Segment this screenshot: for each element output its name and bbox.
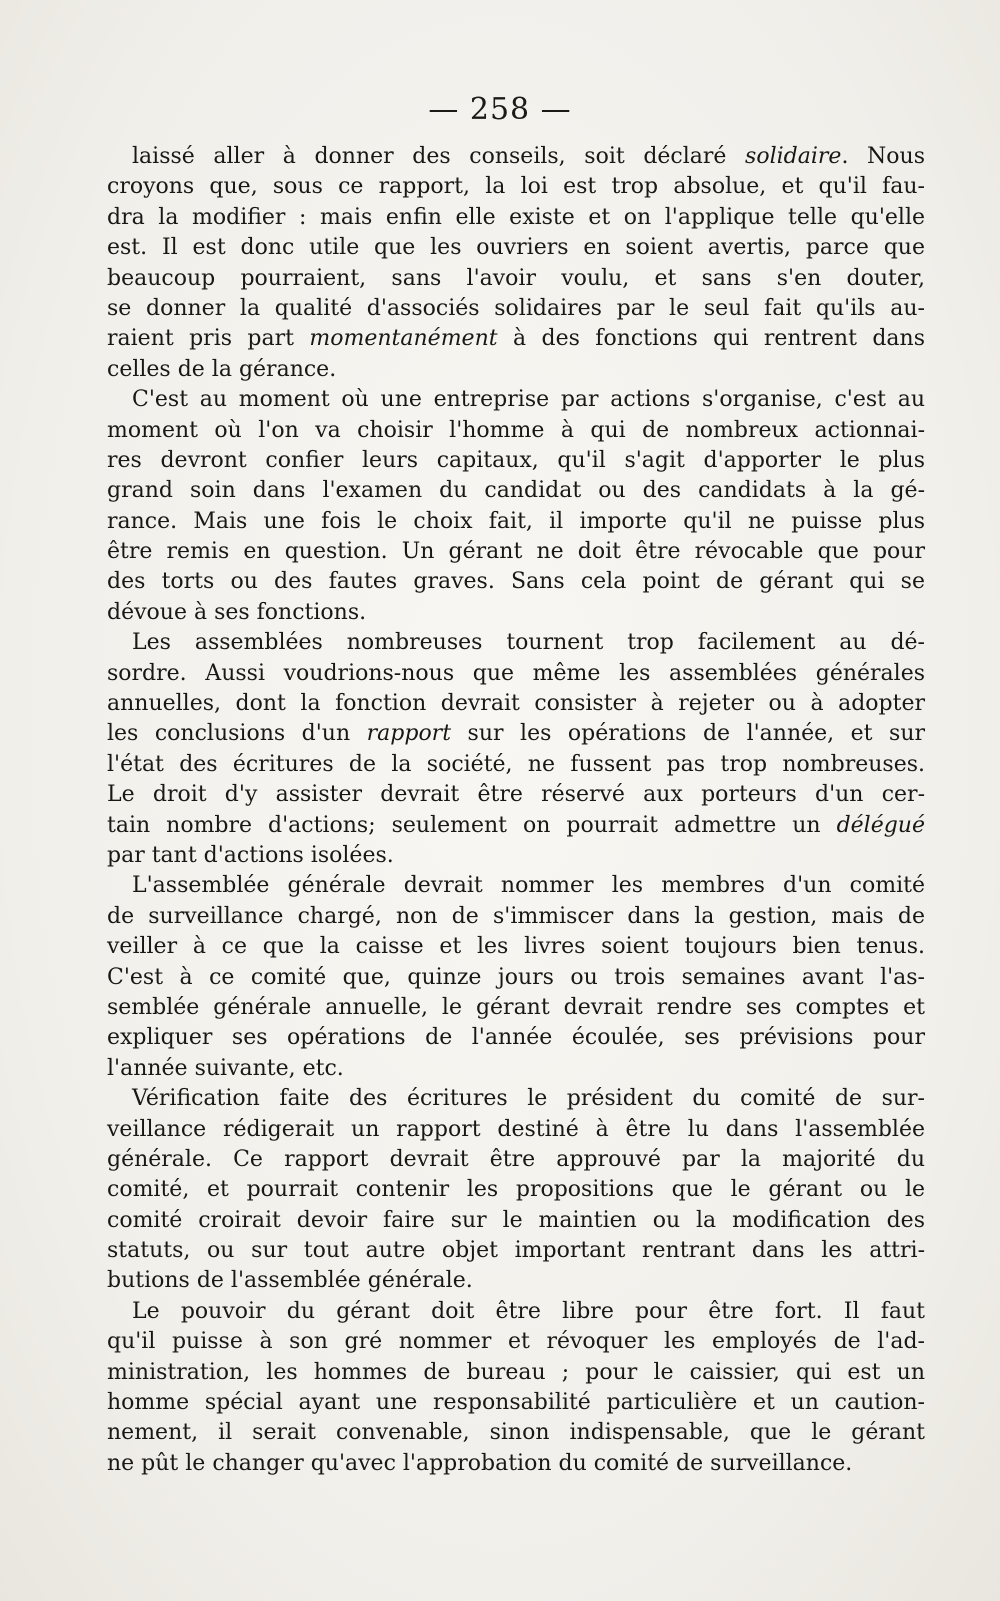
italic-text: solidaire	[745, 144, 842, 169]
paragraph	[107, 142, 925, 385]
text-run: comité croirait devoir faire sur le maintien ou la modification des	[107, 1207, 925, 1233]
text-line	[107, 1115, 925, 1145]
paragraph	[107, 871, 925, 1084]
text-line	[107, 203, 925, 233]
text-line	[107, 841, 925, 871]
text-line	[107, 537, 925, 567]
text-line	[107, 932, 925, 962]
text-run: . Nous	[841, 144, 925, 169]
text-run: raient pris part	[107, 326, 310, 352]
text-run: des torts ou des fautes graves. Sans cela point de gérant qui se	[107, 569, 925, 595]
text-line	[107, 567, 925, 597]
paragraph	[107, 628, 925, 871]
text-run: expliquer ses opérations de l'année écoulée, ses prévisions pour	[107, 1025, 925, 1051]
text-run: res devront confier leurs capitaux, qu'il s'agit d'apporter le plus	[107, 447, 925, 473]
text-line	[107, 1449, 925, 1479]
text-line	[107, 142, 925, 172]
text-line	[107, 598, 925, 628]
italic-text: rapport	[366, 721, 452, 747]
text-line	[107, 1358, 925, 1388]
text-line	[107, 963, 925, 993]
text-line	[107, 719, 925, 749]
text-run: générale. Ce rapport devrait être approuvé par la majorité du	[107, 1146, 925, 1172]
text-line	[107, 446, 925, 476]
text-line	[107, 902, 925, 932]
text-line	[107, 1388, 925, 1418]
text-run: se donner la qualité d'associés solidaires par le seul fait qu'ils au-	[107, 295, 925, 321]
text-run: l'état des écritures de la société, ne fussent pas trop nombreuses.	[107, 751, 925, 777]
text-run: dévoue à ses fonctions.	[107, 599, 367, 625]
text-line	[107, 264, 925, 294]
text-run: grand soin dans l'examen du candidat ou des candidats à la gé-	[107, 478, 925, 504]
text-run: par tant d'actions isolées.	[107, 842, 394, 868]
text-run: C'est à ce comité que, quinze jours ou trois semaines avant l'as-	[107, 964, 925, 990]
text-run: ne pût le changer qu'avec l'approbation du comité de surveillance.	[107, 1450, 853, 1476]
paragraph	[107, 385, 925, 628]
text-run: butions de l'assemblée générale.	[107, 1268, 473, 1294]
text-line	[107, 659, 925, 689]
text-line	[107, 172, 925, 202]
italic-text: délégué	[836, 812, 925, 838]
body-text	[107, 142, 925, 1479]
text-run: l'année suivante, etc.	[107, 1055, 344, 1081]
text-run: laissé aller à donner des conseils, soit déclaré	[132, 144, 746, 169]
text-line	[107, 1266, 925, 1296]
text-run: comité, et pourrait contenir les propositions que le gérant ou le	[107, 1177, 925, 1203]
text-line	[107, 1023, 925, 1053]
text-line	[107, 628, 925, 658]
text-line	[107, 780, 925, 810]
text-run: Le pouvoir du gérant doit être libre pour être fort. Il faut	[132, 1298, 925, 1324]
text-run: de surveillance chargé, non de s'immiscer dans la gestion, mais de	[107, 903, 925, 929]
text-line	[107, 233, 925, 263]
text-run: qu'il puisse à son gré nommer et révoquer les employés de l'ad-	[107, 1329, 925, 1355]
text-run: C'est au moment où une entreprise par actions s'organise, c'est au	[132, 387, 925, 413]
text-run: tain nombre d'actions; seulement on pourrait admettre un	[107, 812, 837, 838]
paragraph	[107, 1084, 925, 1297]
text-run: à des fonctions qui rentrent dans	[497, 326, 925, 352]
text-run: Le droit d'y assister devrait être réservé aux porteurs d'un cer-	[107, 782, 925, 808]
text-line	[107, 1084, 925, 1114]
text-line	[107, 1054, 925, 1084]
text-line	[107, 993, 925, 1023]
text-line	[107, 1327, 925, 1357]
text-line	[107, 324, 925, 354]
text-run: L'assemblée générale devrait nommer les membres d'un comité	[132, 873, 925, 899]
text-line	[107, 294, 925, 324]
text-run: moment où l'on va choisir l'homme à qui de nombreux actionnai-	[107, 417, 925, 443]
text-line	[107, 1418, 925, 1448]
text-run: nement, il serait convenable, sinon indispensable, que le gérant	[107, 1420, 925, 1446]
text-run: Vérification faite des écritures le président du comité de sur-	[132, 1086, 925, 1112]
text-line	[107, 416, 925, 446]
text-line	[107, 385, 925, 415]
text-run: veiller à ce que la caisse et les livres soient toujours bien tenus.	[107, 934, 925, 960]
text-line	[107, 750, 925, 780]
text-line	[107, 1236, 925, 1266]
text-run: les conclusions d'un	[107, 721, 367, 747]
text-line	[107, 1175, 925, 1205]
text-run: statuts, ou sur tout autre objet important rentrant dans les attri-	[107, 1238, 925, 1264]
text-run: homme spécial ayant une responsabilité particulière et un caution-	[107, 1390, 925, 1416]
text-run: est. Il est donc utile que les ouvriers en soient avertis, parce que	[107, 235, 925, 261]
text-run: ministration, les hommes de bureau ; pour le caissier, qui est un	[107, 1359, 925, 1385]
text-line	[107, 871, 925, 901]
text-run: veillance rédigerait un rapport destiné à être lu dans l'assemblée	[107, 1116, 925, 1142]
text-line	[107, 811, 925, 841]
text-run: croyons que, sous ce rapport, la loi est trop absolue, et qu'il fau-	[107, 174, 925, 200]
text-run: dra la modifier : mais enfin elle existe et on l'applique telle qu'elle	[107, 204, 925, 230]
text-line	[107, 1297, 925, 1327]
text-line	[107, 355, 925, 385]
text-line	[107, 689, 925, 719]
text-run: sordre. Aussi voudrions-nous que même les assemblées générales	[107, 660, 925, 686]
text-run: semblée générale annuelle, le gérant devrait rendre ses comptes et	[107, 994, 925, 1020]
text-run: beaucoup pourraient, sans l'avoir voulu, et sans s'en douter,	[107, 265, 925, 291]
text-run: être remis en question. Un gérant ne doit être révocable que pour	[107, 539, 925, 565]
text-run: sur les opérations de l'année, et sur	[451, 721, 925, 747]
text-line	[107, 1145, 925, 1175]
paragraph	[107, 1297, 925, 1479]
text-run: rance. Mais une fois le choix fait, il importe qu'il ne puisse plus	[107, 508, 925, 534]
page-number: — 258 —	[428, 92, 572, 127]
italic-text: momentanément	[309, 326, 498, 352]
text-line	[107, 476, 925, 506]
text-run: celles de la gérance.	[107, 356, 337, 382]
text-line	[107, 507, 925, 537]
text-run: annuelles, dont la fonction devrait consister à rejeter ou à adopter	[107, 691, 925, 717]
text-line	[107, 1206, 925, 1236]
text-run: Les assemblées nombreuses tournent trop facilement au dé-	[132, 630, 925, 656]
